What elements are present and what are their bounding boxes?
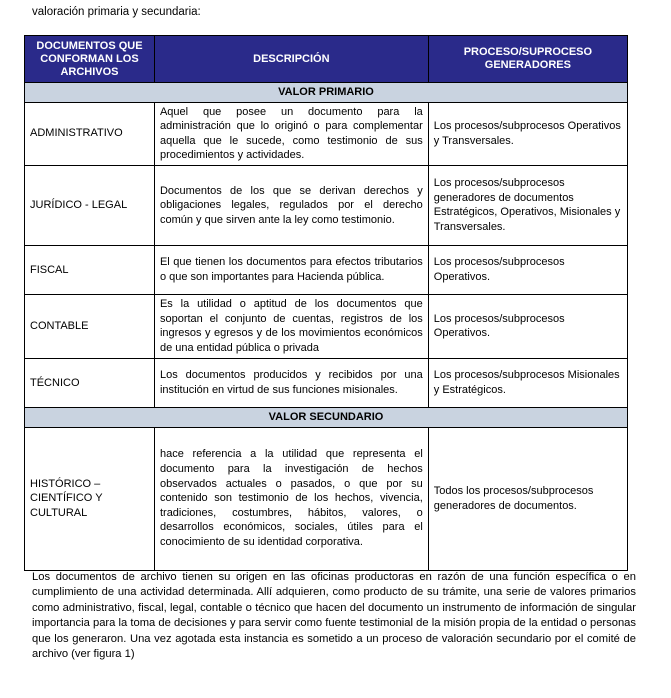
intro-text: valoración primaria y secundaria: [32, 6, 201, 18]
document-process: Los procesos/subprocesos Operativos. [428, 294, 627, 358]
section-primary-row [25, 83, 628, 103]
document-process: Los procesos/subprocesos Misionales y Estratégicos. [428, 358, 627, 407]
document-process: Los procesos/subprocesos Operativos y Transversales. [428, 102, 627, 165]
section-primary-title: VALOR PRIMARIO [25, 83, 628, 103]
document-process: Todos los procesos/subprocesos generadores de documentos. [428, 427, 627, 570]
document-description: Es la utilidad o aptitud de los documentos que soportan el conjunto de cuentas, registros de los ingresos y egresos y de los movimientos económicos de una entidad pública o privada [154, 294, 428, 358]
header-description: DESCRIPCIÓN [154, 36, 428, 83]
document-description: Los documentos producidos y recibidos por una institución en virtud de sus funciones misionales. [154, 358, 428, 407]
table-row [25, 165, 628, 245]
table-row [25, 245, 628, 294]
document-description: Documentos de los que se derivan derechos y obligaciones legales, regulados por el derecho común y que sirven ante la ley como testimonio. [154, 165, 428, 245]
document-type: CONTABLE [25, 294, 155, 358]
section-secondary-row [25, 407, 628, 427]
table-header-row [25, 36, 628, 83]
valuation-table [24, 35, 628, 571]
document-description: hace referencia a la utilidad que representa el documento para la investigación de hechos observados actuales o pasados, o que por su contenido son testimonio de los hechos, vivencia, tradiciones, costumbres, hábitos, valores, o desarrollos económicos, sociales, útiles para el conocimiento de su identidad corporativa. [154, 427, 428, 570]
table-row [25, 294, 628, 358]
table-row [25, 427, 628, 570]
table-row [25, 358, 628, 407]
document-process: Los procesos/subprocesos generadores de documentos Estratégicos, Operativos, Misionales y Transversales. [428, 165, 627, 245]
footer-paragraph: Los documentos de archivo tienen su origen en las oficinas productoras en razón de una función específica o en cumplimiento de una actividad determinada. Allí adquieren, como producto de su trámite, una serie de valores primarios como administrativo, fiscal, legal, contable o técnico que hacen del documento un instrumento de información de singular importancia para la toma de decisiones y para servir como fuente testimonial de la misión propia de la entidad o personas que los generaron. Una vez agotada esta instancia es sometido a un proceso de valoración secundario por el comité de archivo (ver figura 1) [32, 571, 636, 661]
document-description: Aquel que posee un documento para la administración que lo originó o para complementar aquella que le sucede, como testimonio de sus procedimientos y actividades. [154, 102, 428, 165]
document-type: HISTÓRICO – CIENTÍFICO Y CULTURAL [25, 427, 155, 570]
document-type: FISCAL [25, 245, 155, 294]
document-description: El que tienen los documentos para efectos tributarios o que son importantes para Hacienda pública. [154, 245, 428, 294]
document-type: JURÍDICO - LEGAL [25, 165, 155, 245]
table-row [25, 102, 628, 165]
document-type: TÉCNICO [25, 358, 155, 407]
section-secondary-title: VALOR SECUNDARIO [25, 407, 628, 427]
document-type: ADMINISTRATIVO [25, 102, 155, 165]
document-process: Los procesos/subprocesos Operativos. [428, 245, 627, 294]
header-process: PROCESO/SUPROCESO GENERADORES [428, 36, 627, 83]
header-documents: DOCUMENTOS QUE CONFORMAN LOS ARCHIVOS [25, 36, 155, 83]
